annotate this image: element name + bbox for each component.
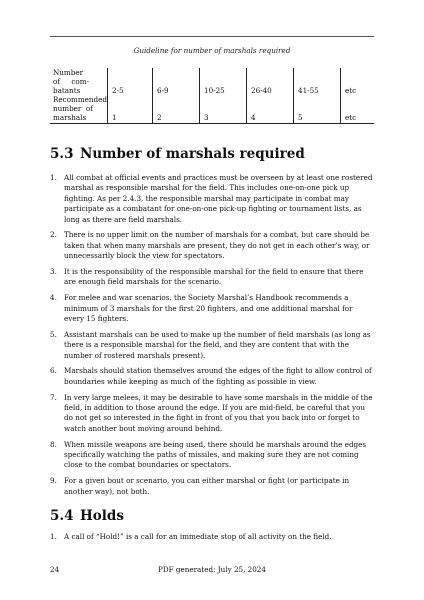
running-header: Guideline for number of marshals required xyxy=(133,46,291,55)
list-item: 5. Assistant marshals can be used to make up the number of field marshals (as long as there is a responsible marshal for the field, and they are content that with the number of rostered marshals present). xyxy=(50,329,371,360)
footer-generated: PDF generated: July 25, 2024 xyxy=(158,565,266,574)
table-cell: 3 xyxy=(200,95,247,124)
page-number: 24 xyxy=(50,565,60,574)
table-cell: 10-25 xyxy=(200,68,247,95)
list-item: 1. A call of “Hold!” is a call for an immediate stop of all activity on the field. xyxy=(50,532,332,541)
table-cell: 5 xyxy=(294,95,341,124)
section-5-3-list xyxy=(50,173,374,502)
list-item: 7. In very large melees, it may be desirable to have some marshals in the middle of the field, in addition to those around the edge. If you are mid-field, be careful that you do not get so interested in the fight in front of you that you back into or forget to watch another bout moving around behind. xyxy=(50,392,373,433)
table-cell: etc xyxy=(341,68,375,95)
list-item: 3. It is the responsibility of the responsible marshal for the field to ensure that there are enough field marshals for the scenario. xyxy=(50,267,364,287)
table-cell: 41-55 xyxy=(294,68,341,95)
list-item: 6. Marshals should station themselves around the edges of the fight to allow control of boundaries while keeping as much of the fighting as possible in view. xyxy=(50,366,372,386)
table-row-label: Recommended number of marshals xyxy=(50,95,108,124)
table-cell: 6-9 xyxy=(153,68,200,95)
header-rule xyxy=(50,36,374,37)
table-row-label: Number of com- batants xyxy=(53,68,90,95)
table-cell: 1 xyxy=(108,95,153,124)
table-cell: 4 xyxy=(247,95,294,124)
list-item: 2. There is no upper limit on the number of marshals for a combat, but care should be taken that when many marshals are present, they do not get in each other’s way, or unnecessarily block the view for spectators. xyxy=(50,230,370,261)
table-row xyxy=(50,68,374,95)
section-heading-5-3: 5.3 Number of marshals required xyxy=(50,146,305,162)
marshals-guideline-table xyxy=(50,68,374,124)
list-item: 1. All combat at official events and practices must be overseen by at least one rostered marshal as responsible marshal for the field. This includes one-on-one pick up fighting. As per 2.4.3, the responsible marshal may participate in combat may participate as a combatant for one-on-one pick-up fighting or tournament lists, as long as there are field marshals. xyxy=(50,173,373,224)
table-cell: 2 xyxy=(153,95,200,124)
list-item: 4. For melee and war scenarios, the Society Marshal’s Handbook recommends a minimum of 3 marshals for the first 20 fighters, and one additional marshal for every 15 fighters. xyxy=(50,293,353,324)
table-row xyxy=(50,95,374,124)
section-heading-5-4: 5.4 Holds xyxy=(50,508,124,524)
list-item: 8. When missile weapons are being used, there should be marshals around the edges specifically watching the paths of missiles, and making sure they are not coming close to the combat boundaries or spectators. xyxy=(50,439,367,470)
table-cell: etc xyxy=(341,95,375,124)
table-cell: 26-40 xyxy=(247,68,294,95)
list-item: 9. For a given bout or scenario, you can either marshal or fight (or participate in another way), not both. xyxy=(50,476,350,496)
table-cell: 2-5 xyxy=(108,68,153,95)
section-5-4-list xyxy=(50,532,374,548)
